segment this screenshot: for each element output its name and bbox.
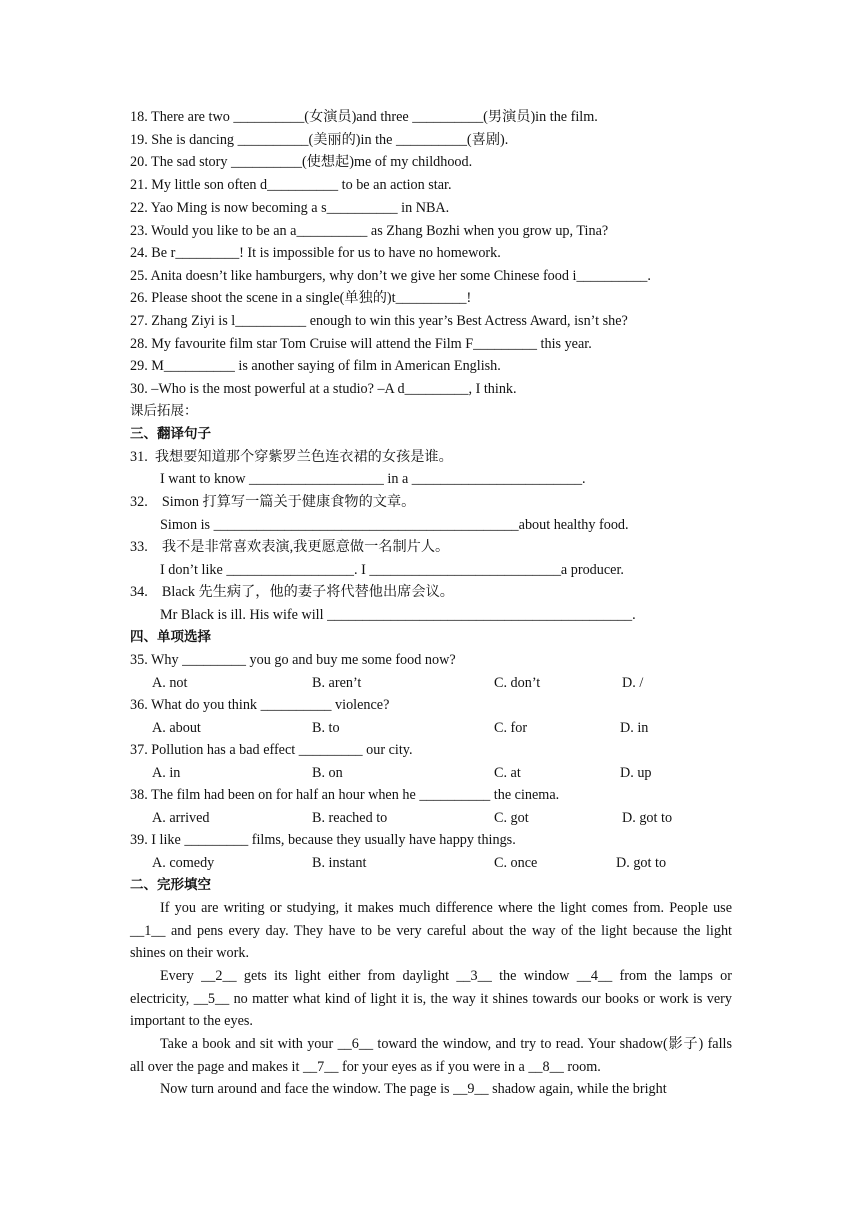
mcq-39-option-b: B. instant	[312, 855, 367, 871]
translation-34-cn: 34. Black 先生病了，他的妻子将代替他出席会议。	[130, 584, 454, 600]
mcq-35-option-b: B. aren’t	[312, 675, 362, 691]
mcq-35-option-d: D. /	[622, 675, 644, 691]
cloze-p2-text-2: gets its light either from daylight	[236, 968, 457, 984]
cloze-blank-1: __1__	[130, 922, 166, 939]
cloze-p2-text-1: Every	[160, 968, 202, 984]
mcq-37-option-c: C. at	[494, 765, 521, 781]
mcq-38-option-a: A. arrived	[152, 810, 210, 826]
cloze-p4-text-1: Now turn around and face the window. The page is	[160, 1081, 454, 1097]
cloze-paragraph-1	[130, 897, 732, 965]
question-26: 26. Please shoot the scene in a single(单独的)t__________!	[130, 290, 472, 306]
mcq-39-option-d: D. got to	[616, 855, 667, 871]
section3-title: 三、翻译句子	[130, 426, 211, 442]
mcq-38-option-b: B. reached to	[312, 810, 388, 826]
cloze-blank-3: __3__	[456, 968, 492, 984]
cloze-blank-9: __9__	[453, 1081, 489, 1097]
mcq-39-option-a: A. comedy	[152, 855, 215, 871]
translation-31-en: I want to know ___________________ in a ________________________.	[160, 471, 586, 487]
question-23: 23. Would you like to be an a__________ as Zhang Bozhi when you grow up, Tina?	[130, 223, 609, 239]
translation-32-cn: 32. Simon 打算写一篇关于健康食物的文章。	[130, 494, 416, 510]
mcq-37-question: 37. Pollution has a bad effect _________ our city.	[130, 742, 413, 758]
mcq-36-option-c: C. for	[494, 720, 528, 736]
cloze-p4-text-2: shadow again, while the bright	[488, 1081, 667, 1097]
cloze-blank-2: __2__	[201, 968, 237, 984]
mcq-38-option-d: D. got to	[622, 810, 673, 826]
question-18: 18. There are two __________(女演员)and three __________(男演员)in the film.	[130, 109, 598, 125]
after-class-label: 课后拓展：	[130, 403, 198, 419]
mcq-37-option-d: D. up	[620, 765, 652, 781]
cloze-p3-text-4: room.	[563, 1058, 601, 1075]
question-24: 24. Be r_________! It is impossible for us to have no homework.	[130, 245, 501, 261]
cloze-p1-text-2: and pens every day. They have to be very careful about the way of the light because the light shines on their work.	[130, 922, 732, 962]
mcq-36-option-d: D. in	[620, 720, 649, 736]
cloze-p1-text-1: If you are writing or studying, it makes much difference where the light comes from. People use	[160, 900, 732, 916]
question-29: 29. M__________ is another saying of film in American English.	[130, 358, 501, 374]
question-27: 27. Zhang Ziyi is l__________ enough to win this year’s Best Actress Award, isn’t she?	[130, 313, 628, 329]
mcq-36-option-a: A. about	[152, 720, 201, 736]
question-25: 25. Anita doesn’t like hamburgers, why don’t we give her some Chinese food i__________.	[130, 268, 651, 284]
cloze-blank-8: __8__	[528, 1058, 564, 1075]
question-19: 19. She is dancing __________(美丽的)in the __________(喜剧).	[130, 132, 509, 148]
cloze-blank-6: __6__	[337, 1036, 374, 1052]
cloze-p2-text-3: the window	[491, 968, 577, 984]
mcq-39-option-c: C. once	[494, 855, 538, 871]
question-21: 21. My little son often d__________ to be an action star.	[130, 177, 452, 193]
cloze-paragraph-2	[130, 965, 732, 1033]
cloze-blank-7: __7__	[302, 1058, 339, 1075]
cloze-p2-text-4: from the lamps or electricity,	[130, 968, 732, 1007]
mcq-38-question: 38. The film had been on for half an hour when he __________ the cinema.	[130, 787, 560, 803]
mcq-36-question: 36. What do you think __________ violence?	[130, 697, 390, 713]
translation-33-en: I don’t like __________________. I ___________________________a producer.	[160, 562, 624, 578]
question-30: 30. –Who is the most powerful at a studio? –A d_________, I think.	[130, 381, 517, 397]
cloze-blank-5: __5__	[193, 990, 230, 1007]
translation-32-en: Simon is ___________________________________________about healthy food.	[160, 517, 629, 533]
cloze-p3-text-3: for your eyes as if you were in a	[338, 1058, 529, 1075]
cloze-p3-text-2: toward the window, and try to read. Your shadow(影子) falls all over the page and makes it	[130, 1036, 732, 1075]
mcq-36-option-b: B. to	[312, 720, 340, 736]
section4-title: 四、单项选择	[130, 629, 211, 645]
mcq-35-option-a: A. not	[152, 675, 188, 691]
mcq-37-option-a: A. in	[152, 765, 181, 781]
mcq-35-question: 35. Why _________ you go and buy me some food now?	[130, 652, 456, 668]
question-28: 28. My favourite film star Tom Cruise will attend the Film F_________ this year.	[130, 336, 592, 352]
cloze-p2-text-5: no matter what kind of light it is, the way it shines towards our books or work is very important to the eyes.	[130, 990, 732, 1030]
mcq-35-option-c: C. don’t	[494, 675, 541, 691]
mcq-37-option-b: B. on	[312, 765, 343, 781]
mcq-38-option-c: C. got	[494, 810, 529, 826]
cloze-blank-4: __4__	[576, 968, 613, 984]
translation-33-cn: 33. 我不是非常喜欢表演,我更愿意做一名制片人。	[130, 539, 450, 555]
cloze-paragraph-3	[130, 1033, 732, 1078]
translation-31-cn: 31. 我想要知道那个穿紫罗兰色连衣裙的女孩是谁。	[130, 449, 453, 465]
section2-title: 二、完形填空	[130, 877, 211, 893]
question-22: 22. Yao Ming is now becoming a s__________ in NBA.	[130, 200, 450, 216]
question-20: 20. The sad story __________(使想起)me of my childhood.	[130, 154, 473, 170]
translation-34-en: Mr Black is ill. His wife will ___________________________________________.	[160, 607, 636, 623]
cloze-paragraph-4	[130, 1078, 732, 1101]
mcq-39-question: 39. I like _________ films, because they usually have happy things.	[130, 832, 516, 848]
cloze-p3-text-1: Take a book and sit with your	[160, 1036, 338, 1052]
